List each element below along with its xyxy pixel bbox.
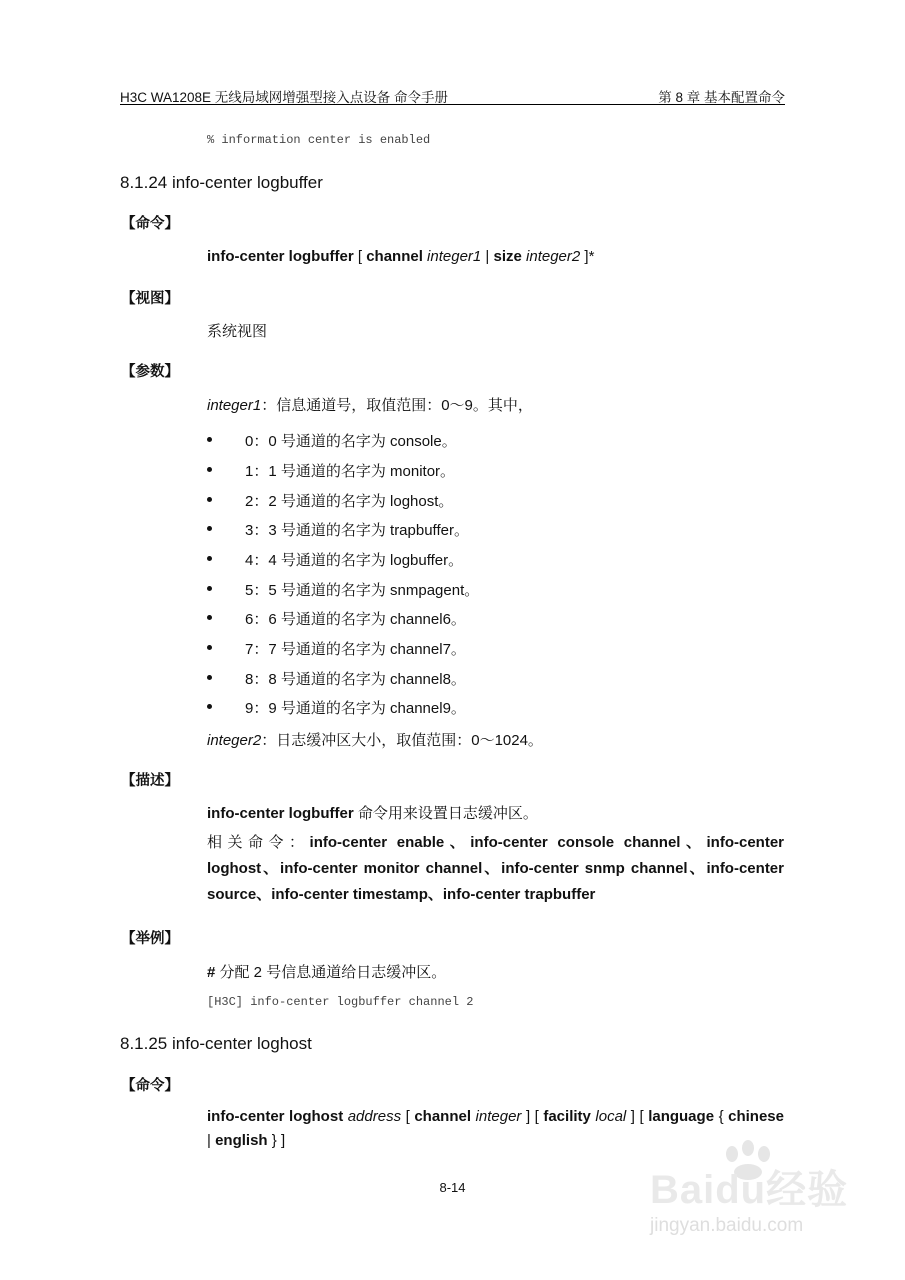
example-text: # 分配 2 号信息通道给日志缓冲区。 [207, 964, 447, 981]
page-number: 8-14 [439, 1180, 466, 1195]
tag-example: 【举例】 [121, 931, 179, 947]
tag-view: 【视图】 [121, 291, 179, 307]
watermark-url: jingyan.baidu.com [650, 1215, 804, 1236]
watermark-logo: Baidu经验 [650, 1168, 849, 1212]
header-doc-title: H3C WA1208E 无线局域网增强型接入点设备 命令手册 [120, 90, 449, 105]
section-heading-loghost: 8.1.25 info-center loghost [120, 1034, 312, 1053]
header-rule [120, 104, 785, 105]
param-integer2: integer2：日志缓冲区大小，取值范围：0～1024。 [207, 732, 543, 749]
page-header [120, 86, 785, 106]
related-commands: 相关命令：info-center enable、info-center console channel、info-center loghost、info-center monitor channel、info-center snmp channel、info-center source、info-center timestamp、info-center trapbuffer [207, 834, 784, 903]
header-chapter: 第 8 章 基本配置命令 [658, 90, 785, 105]
param-integer1: integer1：信息通道号，取值范围：0～9。其中， [207, 397, 533, 414]
tag-params: 【参数】 [121, 364, 179, 380]
tag-description: 【描述】 [121, 773, 179, 789]
view-text: 系统视图 [207, 323, 268, 340]
tag-command: 【命令】 [121, 216, 179, 232]
baidu-watermark [640, 1140, 860, 1250]
section-heading-logbuffer: 8.1.24 info-center logbuffer [120, 173, 323, 192]
command-syntax-loghost: info-center loghost address [ channel integer ] [ facility local ] [ language { chinese | english } ] [207, 1108, 784, 1149]
description-text: info-center logbuffer 命令用来设置日志缓冲区。 [207, 805, 538, 822]
example-code: [H3C] info-center logbuffer channel 2 [207, 995, 474, 1009]
tag-command-2: 【命令】 [121, 1078, 179, 1094]
code-output: % information center is enabled [207, 133, 431, 147]
command-syntax: info-center logbuffer [ channel integer1 | size integer2 ]* [207, 248, 595, 265]
